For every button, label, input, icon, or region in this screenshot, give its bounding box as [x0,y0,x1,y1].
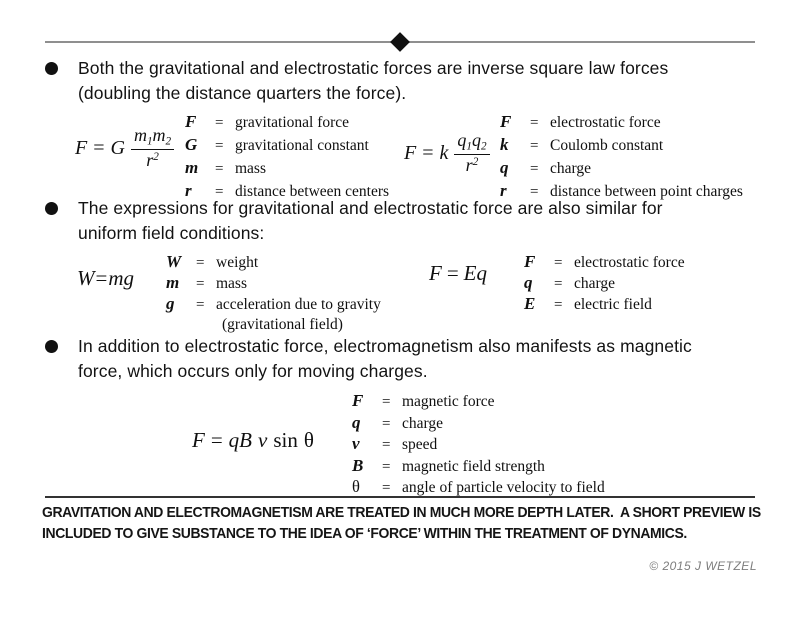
bullet-item-inverse-square [45,56,668,106]
fraction-denominator: $r^2$ [146,149,159,170]
bullet-line: force, which occurs only for moving charges. [78,361,428,381]
legend-row: q = charge [500,158,592,177]
bullet-line: Both the gravitational and electrostatic forces are inverse square law forces [78,58,669,78]
legend-row: F = electrostatic force [524,252,685,271]
legend-row: g = acceleration due to gravity (gravitational field) [166,294,381,333]
formula-weight [77,266,134,291]
legend-row: r = distance between centers [185,181,390,200]
legend-row: v = speed [352,434,438,453]
legend-row: q = charge [352,412,444,432]
formula-rhs: mg [108,266,135,290]
formula-term: qB [228,428,252,452]
legend-row: G = gravitational constant [185,135,369,154]
equals-sign: = [422,141,434,164]
sin-function: sin [273,428,298,452]
copyright: © 2015 J WETZEL [649,559,757,573]
fraction [131,126,174,171]
formula-coulomb [404,131,490,176]
equals-sign: = [93,136,105,159]
footer-note [42,502,761,544]
bullet-dot-icon [45,202,58,215]
legend-row: E = electric field [524,294,652,313]
formula-lhs: F [404,141,417,164]
formula-lhs: F [75,136,88,159]
formula-coefficient: k [439,141,449,164]
formula-gravitational [75,126,174,171]
legend-row: m = mass [185,158,266,177]
legend-row: q = charge [524,273,616,292]
bullet-dot-icon [45,340,58,353]
bullet-dot-icon [45,62,58,75]
diamond-icon [390,32,410,52]
formula-rhs: Eq [463,261,487,285]
equals-sign: = [446,261,459,285]
formula-lhs: F [429,261,442,285]
legend-row: F = gravitational force [185,112,350,131]
formula-electric-field [429,261,487,286]
bullet-item-uniform-field [45,196,663,246]
legend-row: θ = angle of particle velocity to field [352,477,605,496]
legend-row: W = weight [166,252,259,271]
legend-gravitational [185,111,389,203]
formula-lhs: F [192,428,205,452]
legend-coulomb [500,111,743,203]
formula-term: v [258,428,268,452]
bullet-line: The expressions for gravitational and electrostatic force are also similar for [78,198,663,218]
equals-sign: = [95,266,108,290]
legend-row: F = electrostatic force [500,112,661,131]
legend-row: m = mass [166,273,247,292]
legend-weight [166,252,381,335]
bullet-text [78,334,692,384]
legend-row: F = magnetic force [352,391,495,410]
formula-magnetic [192,428,314,453]
legend-row: r = distance between point charges [500,181,743,200]
fraction-numerator: $m_1m_2$ [131,126,174,150]
legend-desc: acceleration due to gravity [216,296,381,313]
legend-electric-field [524,252,685,315]
bottom-rule [45,496,755,498]
bullet-line: uniform field conditions: [78,223,265,243]
bullet-line: (doubling the distance quarters the force). [78,83,407,103]
legend-row: B = magnetic field strength [352,455,545,475]
legend-row: k = Coulomb constant [500,135,664,154]
fraction-numerator: $q_1q_2$ [454,131,489,155]
footer-note-line: INCLUDED TO GIVE SUBSTANCE TO THE IDEA OF ‘FORCE’ WITHIN THE TREATMENT OF DYNAMICS. [42,525,687,542]
formula-coefficient: G [110,136,125,159]
fraction-denominator: $r^2$ [465,154,479,175]
bullet-text [78,56,668,106]
equals-sign: = [210,428,223,452]
bullet-text [78,196,663,246]
theta-symbol: θ [303,428,314,452]
fraction [454,131,489,176]
bullet-line: In addition to electrostatic force, electromagnetism also manifests as magnetic [78,336,692,356]
legend-magnetic [352,391,605,499]
footer-note-line: GRAVITATION AND ELECTROMAGNETISM ARE TREATED IN MUCH MORE DEPTH LATER. A SHORT PREVIEW IS [42,504,761,521]
formula-lhs: W [77,266,95,290]
bullet-item-magnetic-force [45,334,692,384]
legend-note: (gravitational field) [222,316,343,333]
